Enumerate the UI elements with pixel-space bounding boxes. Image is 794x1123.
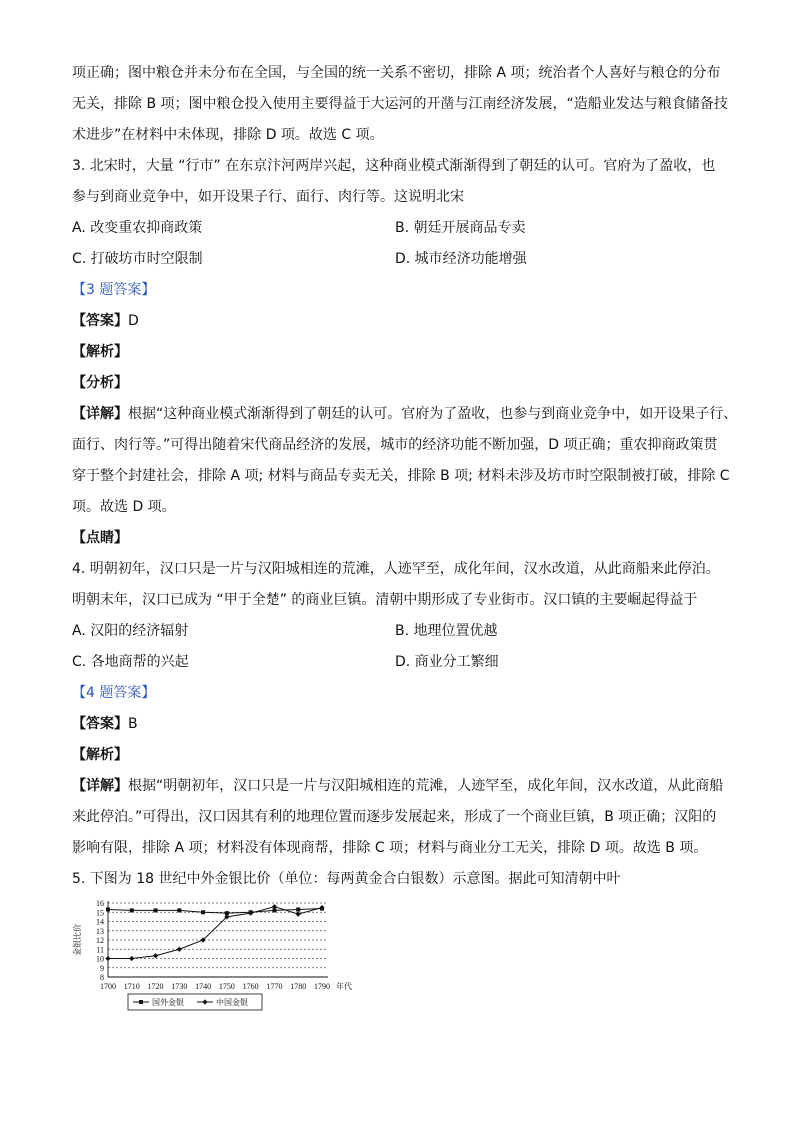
y-tick-label: 13 (96, 926, 104, 936)
question-3-stem-cont: 参与到商业竞争中，如开设果子行、面行、肉行等。这说明北宋 (72, 189, 464, 205)
x-tick-label: 1750 (218, 982, 235, 991)
document-page (72, 58, 738, 1019)
question-3-options-row1 (72, 213, 724, 244)
series-line (108, 907, 322, 959)
option-d: D. 商业分工繁细 (395, 654, 499, 670)
option-b: B. 朝廷开展商品专卖 (395, 220, 526, 236)
data-point (105, 956, 110, 961)
x-unit-label: 年代 (336, 982, 352, 991)
detail-line: 穿于整个封建社会，排除 A 项; 材料与商品专卖无关，排除 B 项; 材料未涉及坊市时空限制被打破，排除 C (72, 468, 730, 484)
detail-label: 【详解】 (72, 778, 128, 794)
y-tick-label: 11 (96, 945, 104, 955)
detail-line: 来此停泊。”可得出，汉口因其有利的地理位置而逐步发展起来，形成了一个商业巨镇，B 项正确；汉阳的 (72, 809, 717, 825)
dianjing-heading: 【点睛】 (72, 530, 128, 546)
x-tick-label: 1790 (314, 982, 330, 991)
y-tick-label: 16 (96, 899, 104, 908)
question-4-options-row1 (72, 616, 724, 647)
y-tick-label: 12 (96, 936, 104, 945)
chart-svg (72, 897, 362, 1015)
legend-label: 国外金银 (152, 998, 184, 1007)
option-b: B. 地理位置优越 (395, 623, 498, 639)
detail-text: 根据“明朝初年，汉口只是一片与汉阳城相连的荒滩，人迹罕至，成化年间，汉水改道，从此商船 (128, 778, 724, 794)
y-tick-label: 10 (96, 954, 104, 964)
x-tick-label: 1760 (242, 982, 259, 991)
question-5-stem: 5. 下图为 18 世纪中外金银比价（单位：每两黄金合白银数）示意图。据此可知清朝中叶 (72, 871, 621, 887)
x-tick-label: 1740 (195, 982, 212, 991)
answer-label: 【答案】 (72, 716, 128, 732)
y-tick-label: 9 (100, 963, 104, 973)
answer-line (72, 306, 724, 337)
data-point (139, 1000, 143, 1004)
gold-silver-chart (72, 897, 724, 1019)
y-tick-label: 14 (96, 917, 104, 927)
x-tick-label: 1700 (100, 982, 116, 991)
data-point (201, 910, 205, 914)
option-c: C. 打破坊市时空限制 (72, 251, 203, 267)
answer-label: 【答案】 (72, 313, 128, 329)
data-point (177, 947, 182, 952)
option-a: A. 改变重农抑商政策 (72, 220, 203, 236)
x-tick-label: 1710 (123, 982, 140, 991)
answer-heading: 【4 题答案】 (72, 685, 156, 701)
data-point (177, 908, 181, 912)
answer-value: B (128, 716, 138, 732)
answer-value: D (128, 313, 139, 329)
detail-line: 项。故选 D 项。 (72, 499, 176, 515)
y-tick-label: 8 (100, 973, 104, 982)
text-line: 术进步”在材料中未体现，排除 D 项。故选 C 项。 (72, 127, 384, 143)
text-line: 无关，排除 B 项；图中粮仓投入使用主要得益于大运河的开凿与江南经济发展，“造船业发达与粮食储备技 (72, 96, 728, 112)
question-4-stem-cont: 明朝末年，汉口已成为 “甲于全楚” 的商业巨镇。清朝中期形成了专业街市。汉口镇的主要崛起得益于 (72, 592, 698, 608)
detail-line: 面行、肉行等。”可得出随着宋代商品经济的发展，城市的经济功能不断加强，D 项正确；重农抑商政策贯 (72, 437, 718, 453)
data-point (153, 953, 158, 958)
option-c: C. 各地商帮的兴起 (72, 654, 189, 670)
answer-heading: 【3 题答案】 (72, 282, 156, 298)
option-d: D. 城市经济功能增强 (395, 251, 527, 267)
option-a: A. 汉阳的经济辐射 (72, 623, 189, 639)
question-3-stem: 3. 北宋时，大量 “行市” 在东京汴河两岸兴起，这种商业模式渐渐得到了朝廷的认可。官府为了盈收，也 (72, 158, 716, 174)
question-4-options-row2 (72, 647, 724, 678)
data-point (130, 908, 134, 912)
y-tick-label: 15 (96, 908, 104, 918)
x-tick-label: 1780 (290, 982, 307, 991)
detail-text: 根据“这种商业模式渐渐得到了朝廷的认可。官府为了盈收，也参与到商业竞争中，如开设果子行、 (128, 406, 738, 422)
data-point (296, 907, 300, 911)
text-line: 项正确；图中粮仓并未分布在全国，与全国的统一关系不密切，排除 A 项；统治者个人喜好与粮仓的分布 (72, 65, 721, 81)
detail-line: 影响有限，排除 A 项；材料没有体现商帮，排除 C 项；材料与商业分工无关，排除 D 项。故选 B 项。 (72, 840, 708, 856)
data-point (129, 956, 134, 961)
detail-line (72, 771, 724, 802)
legend-label: 中国金银 (216, 998, 248, 1007)
answer-line (72, 709, 724, 740)
question-4-stem: 4. 明朝初年，汉口只是一片与汉阳城相连的荒滩，人迹罕至，成化年间，汉水改道，从此商船来此停泊。 (72, 561, 720, 577)
question-3-options-row2 (72, 244, 724, 275)
detail-line (72, 399, 738, 430)
x-tick-label: 1770 (266, 982, 283, 991)
x-tick-label: 1730 (171, 982, 188, 991)
fenxi-heading: 【分析】 (72, 375, 128, 391)
analysis-heading: 【解析】 (72, 747, 128, 763)
data-point (106, 907, 110, 911)
x-tick-label: 1720 (147, 982, 164, 991)
analysis-heading: 【解析】 (72, 344, 128, 360)
detail-label: 【详解】 (72, 406, 128, 422)
data-point (154, 908, 158, 912)
y-axis-label: 金银比价 (73, 924, 82, 956)
